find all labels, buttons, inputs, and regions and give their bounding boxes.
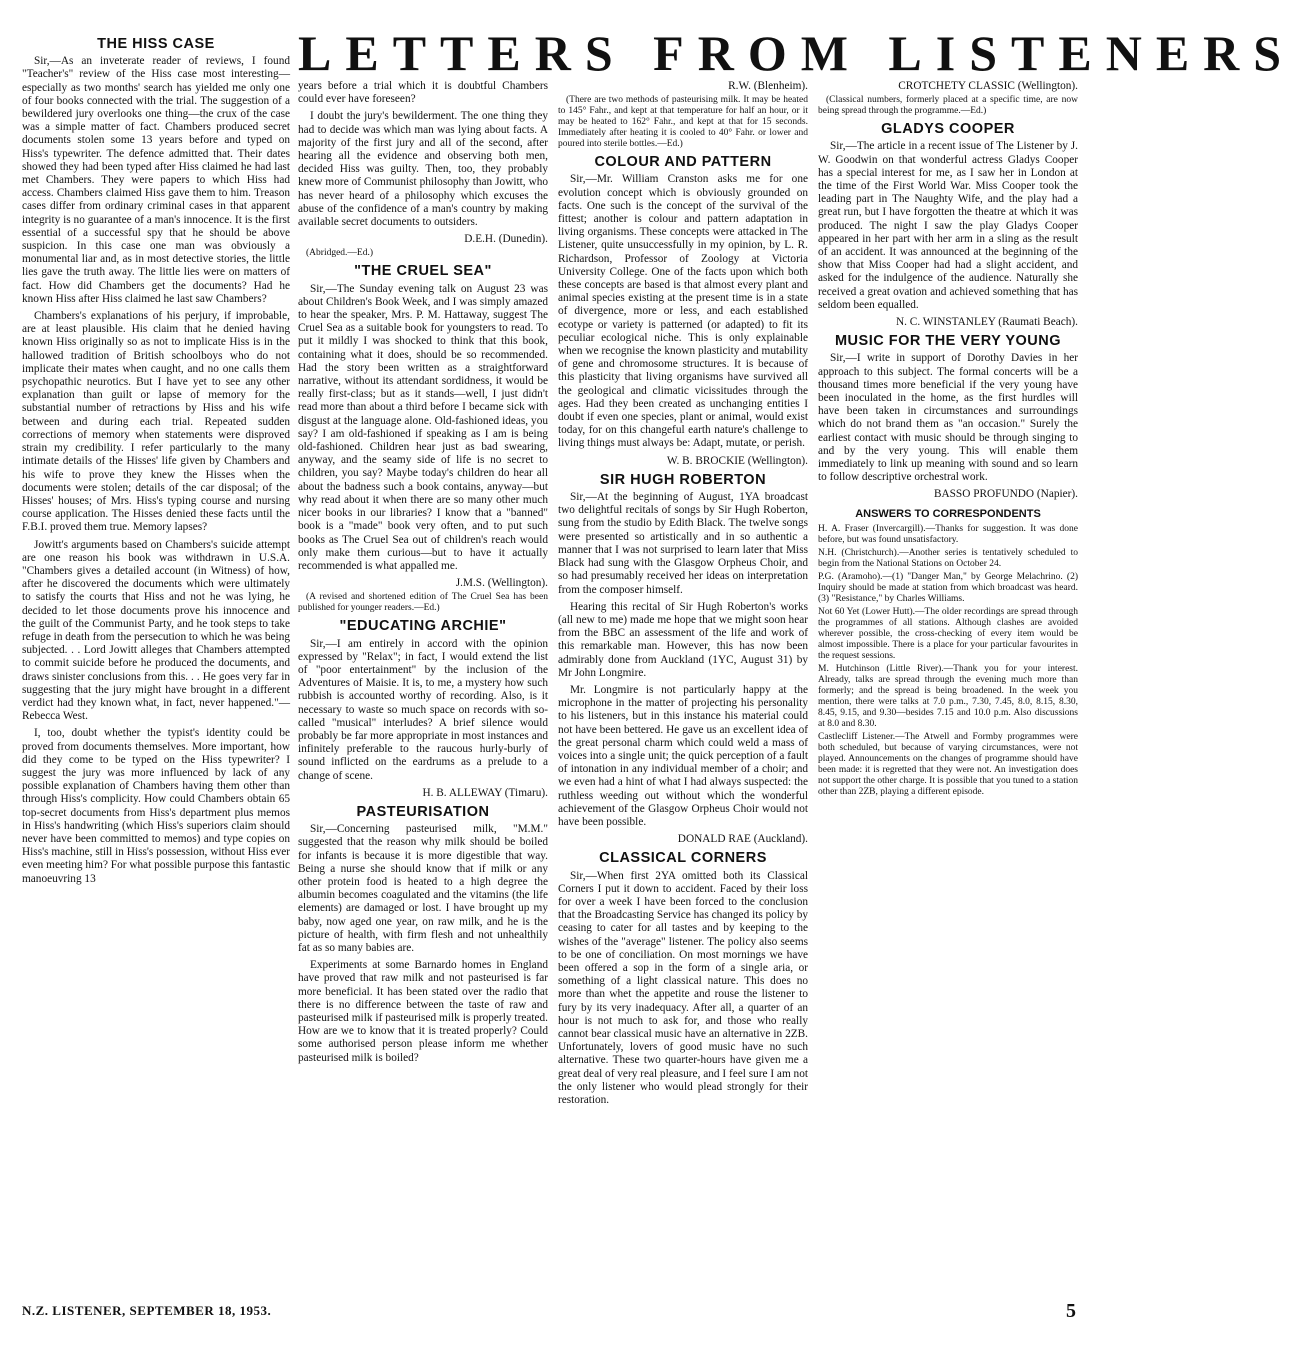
answer-item: P.G. (Aramoho).—(1) "Danger Man," by George Melachrino. (2) Inquiry should be made at station from which broadcast was heard. (3) "Resistance," by Charles Williams. — [818, 571, 1078, 604]
page-number: 5 — [1066, 1300, 1076, 1322]
answer-item: N.H. (Christchurch).—Another series is tentatively scheduled to begin from the National Stations on October 24. — [818, 547, 1078, 569]
answer-item: H. A. Fraser (Invercargill).—Thanks for suggestion. It was done before, but was found unsatisfactory. — [818, 523, 1078, 545]
heading-educating-archie: "EDUCATING ARCHIE" — [339, 618, 507, 635]
hiss-editor-note: (Abridged.—Ed.) — [306, 248, 374, 259]
heading-music-young: MUSIC FOR THE VERY YOUNG — [834, 333, 1062, 350]
past-editor-note: (There are two methods of pasteurising milk. It may be heated to 145° Fahr., and kept at that temperature for half an hour, or it may be heated to 162° Fahr., and kept at that for 15 seconds. Immediately after heating it is cooled to 40° Fahr. or lower and poured into sterile bottles.—Ed.) — [558, 95, 808, 150]
gladys-paragraph: Sir,—The article in a recent issue of The Listener by J. W. Goodwin on that wonderful actress Gladys Cooper has a special interest for me, as I saw her in London at the time of the First World War. Miss Cooper took the leading part in The Naughty Wife, and the play had a great run, but I have forgotten the theatre at which it was produced. The night I saw the play Gladys Cooper appeared in her part with her arm in a sling as the result of an accident. It was announced at the beginning of the show that Miss Cooper had had a slight accident, and asked for the indulgence of the audience. Naturally she received a great ovation and achieved something that has seldom been equalled. — [818, 140, 1078, 311]
hugh-paragraph: Mr. Longmire is not particularly happy at the microphone in the matter of projecting his personality to his listeners, but in this instance his material could not have been bettered. He gave us an excellent idea of the great personal charm which could weld a mass of voices into a single unit; the quick perception of a fault of intonation in any individual member of a choir; and we even had a hint of what I had always suspected: the ruthless weeding out without which the wonderful achievement of the Glasgow Orpheus Choir would not have been possible. — [558, 683, 808, 828]
heading-pasteurisation: PASTEURISATION — [356, 803, 490, 820]
music-signature: BASSO PROFUNDO (Napier). — [933, 488, 1078, 501]
column-2 — [298, 80, 548, 1069]
answer-item: Castlecliff Listener.—The Atwell and Formby programmes were both scheduled, but because of varying circumstances, were not played. Announcements on the changes of programme should have been made: it is regretted that they were not. An investigation does not support the other charge. It is possible that you tuned to a station other than 2ZB, playing a different episode. — [818, 731, 1078, 797]
classical-paragraph: Sir,—When first 2YA omitted both its Classical Corners I put it down to accident. Faced by their loss for over a week I have been forced to the conclusion that the Broadcasting Service has changed its policy by ceasing to cater for all tastes and by keeping to the wishes of the "average" listener. The policy also seems to be one of conciliation. On most mornings we have been offered a sop in the form of a single aria, or something of a light classical nature. This does no more than whet the appetite and rouse the listener to fury by its very inadequacy. After all, a quarter of an hour is not much to ask for, and those who really cannot bear classical music have an alternative in 2ZB. Unfortunately, lovers of good music have no such alternative. These two quarter-hours have given me a great deal of very real pleasure, and I feel sure I am not the only listener who would plead strongly for their restoration. — [558, 869, 808, 1107]
classical-signature: CROTCHETY CLASSIC (Wellington). — [898, 80, 1078, 92]
archie-signature: H. B. ALLEWAY (Timaru). — [422, 786, 548, 799]
hugh-paragraph: Sir,—At the beginning of August, 1YA broadcast two delightful recitals of songs by Sir Hugh Roberton, sung from the studio by Edith Black. The twelve songs were presented so artistically and in so authentic a manner that I was not surprised to learn later that Miss Black had sung with the Glasgow Orpheus Choir, and so had presumably received her ideas on interpretation from the composer himself. — [558, 491, 808, 596]
archie-paragraph: Sir,—I am entirely in accord with the opinion expressed by "Relax"; in fact, I would extend the list of "poor entertainment" by the inclusion of the Adventures of Maisie. It is, to me, a mystery how such rubbish is accounted worthy of recording. Also, is it necessary to waste so much space on records with so-called "musical" interludes? A brief silence would probably be far more appropriate in most instances and infinitely preferable to the raucous hurly-burly of sound inflicted on the eardrums as a prelude to a change of scene. — [298, 637, 548, 782]
hiss-paragraph: Sir,—As an inveterate reader of reviews, I found "Teacher's" review of the Hiss case most interesting—especially as two months' search has yielded me only one of four books connected with the trial. The suggestion of a bewildered jury overlooks one thing—the crux of the case was a simple matter of fact. Chambers produced secret documents stolen some 13 years before and typed on Hiss's typewriter. The defence admitted that. Their dates showed they had been typed after Hiss claimed he had last met Chambers. They were papers to which Hiss had access. Chambers claimed Hiss gave them to him. Treason cases differ from ordinary criminal cases in that apparent integrity is no guarantee of a man's innocence. It is the first essential of a successful spy that he should be above suspicion. In this case one man was obviously a monumental liar and, as in most detective stories, the little lies gave the truth away. The little lies were on matters of fact. How did Chambers get the documents? Had he known Hiss after Hiss claimed he last saw Chambers? — [22, 55, 290, 305]
footer-dateline: N.Z. LISTENER, SEPTEMBER 18, 1953. — [22, 1303, 272, 1318]
heading-answers: ANSWERS TO CORRESPONDENTS — [855, 507, 1041, 520]
column-4 — [818, 80, 1078, 800]
heading-cruel-sea: "THE CRUEL SEA" — [354, 263, 492, 280]
hiss-paragraph: years before a trial which it is doubtful Chambers could ever have foreseen? — [298, 80, 548, 106]
heading-colour-pattern: COLOUR AND PATTERN — [594, 154, 772, 171]
cruel-paragraph: Sir,—The Sunday evening talk on August 23 was about Children's Book Week, and I was simply amazed to hear the speaker, Mrs. P. M. Hattaway, suggest The Cruel Sea as a suitable book for youngsters to read. To put it mildly I was shocked to think that this book, containing what it does, should be so recommended. Had the story been written as a straightforward narrative, without its attendant sordidness, it would be really first-class; but as it stands—well, I just didn't read more than about a third before I became sick with disgust at the language alone. Old-fashioned ideas, you say? I am old-fashioned if speaking as I am is being old-fashioned. Children hear just as bad swearing, anyway, and the seamy side of life is no secret to children, you say? Maybe today's children do hear all about the badness such a book contains, anyway—but why read about it when there are so many other much nicer books in our libraries? I know that a "banned" book is a "made" book very often, and to put such books as The Cruel Sea out of children's reach would only make them curious—but to have it actually recommended is what appalled me. — [298, 282, 548, 572]
cruel-signature: J.M.S. (Wellington). — [455, 577, 548, 590]
past-paragraph: Sir,—Concerning pasteurised milk, "M.M." suggested that the reason why milk should be boiled for infants is because it is more digestible that way. Being a nurse she should know that if milk or any other protein food is heated to a high degree the albumin becomes coagulated and the vitamins (the life elements) are damaged or lost. I have brought up my baby, now aged one year, on raw milk, and he is the picture of health, with firm flesh and not unhealthily fat as so many babies are. — [298, 823, 548, 954]
music-paragraph: Sir,—I write in support of Dorothy Davies in her approach to this subject. The formal concerts will be a thousand times more beneficial if the very young have been inoculated in the home, as the first hurdles will have been taken in circumstances and surroundings which do not brand them as "an occasion." Surely the earliest contact with music should be through singing to and by the very young. This will enable them immediately to link up meaning with sound and so learn to follow descriptive orchestral work. — [818, 352, 1078, 484]
classical-editor-note: (Classical numbers, formerly placed at a specific time, are now being spread through the programme.—Ed.) — [818, 95, 1078, 117]
heading-gladys-cooper: GLADYS COOPER — [881, 121, 1015, 138]
past-signature: R.W. (Blenheim). — [728, 80, 808, 92]
hugh-paragraph: Hearing this recital of Sir Hugh Roberton's works (all new to me) made me hope that we might soon hear from the BBC an assessment of the life and work of this remarkable man. However, this has now been admirably done from Auckland (1YC, August 31) by Mr John Longmire. — [558, 600, 808, 679]
past-paragraph: Experiments at some Barnardo homes in England have proved that raw milk and not pasteurised is far more beneficial. It has been stated over the radio that there is no difference between the taste of raw and pasteurised milk if pasteurised milk is properly treated. How are we to know that it is treated properly? Could some authorised person please inform me whether pasteurised milk is boiled? — [298, 959, 548, 1064]
heading-classical-corners: CLASSICAL CORNERS — [599, 850, 767, 867]
heading-hugh-roberton: SIR HUGH ROBERTON — [599, 471, 767, 488]
masthead-title: LETTERS FROM LISTENERS — [298, 25, 1295, 81]
cruel-editor-note: (A revised and shortened edition of The Cruel Sea has been published for younger readers.—Ed.) — [298, 592, 548, 614]
heading-hiss-case: THE HISS CASE — [97, 36, 215, 52]
hiss-signature: D.E.H. (Dunedin). — [464, 233, 548, 246]
hiss-paragraph: Jowitt's arguments based on Chambers's suicide attempt are one reason his book was withdrawn in U.S.A. "Chambers gives a detailed account (in Witness) of how, after he discovered the documents which were ultimately to satisfy the courts that Hiss and not he was lying, he decided to let those documents prove his innocence and the guilt of the Communist Party, and he took steps to take refuge in death from the persecution to which he was being subjected. . . Lord Jowitt alleges that Chambers attempted to commit suicide before he produced the documents, and draws sinister conclusions from this. . . He goes very far in suggesting that the jury might have brought in a different verdict had they known what, in fact, never happened."—Rebecca West. — [22, 538, 290, 723]
hugh-signature: DONALD RAE (Auckland). — [677, 833, 808, 846]
hiss-paragraph: I, too, doubt whether the typist's identity could be proved from documents themselves. More important, how did they come to be typed on the Hiss typewriter? I suggest the jury was more influenced by lack of any possible explanation of Chambers having them other than through Hiss's complicity. How could Chambers obtain 65 top-secret documents from Hiss's department plus memos in Hiss's handwriting (which Hiss's superiors claim should never have been committed to memos) and type copies on Hiss's machine, still in Hiss's possession, without Hiss ever even meeting him? For what possible purpose this fantastic manoeuvring 13 — [22, 727, 290, 885]
column-3 — [558, 80, 808, 1111]
answer-item: Not 60 Yet (Lower Hutt).—The older recordings are spread through the programmes of all stations. Although clashes are avoided wherever possible, the cross-checking of every item would be almost impossible. There is a place for your particular favourites in the request sessions. — [818, 606, 1078, 661]
answer-item: M. Hutchinson (Little River).—Thank you for your interest. Already, talks are spread through the evening much more than formerly; and the spread is being broadened. In the week you mention, there were talks at 7.0 p.m., 7.30, 7.45, 8.0, 8.15, 8.30, 8.45, 9.15, and 9.30—besides 7.15 and 10.0 p.m. Also discussions at 8.0 and 8.30. — [818, 663, 1078, 729]
hiss-paragraph: I doubt the jury's bewilderment. The one thing they had to decide was which man was lying about facts. A majority of the first jury and all of the second, after hearing all the evidence and observing both men, decided Hiss was guilty. Then, too, they probably knew more of Communist philosophy than Jowitt, who has never heard of a philosophy which excuses the abuse of the confidence of a man's country by making available secret documents to outsiders. — [298, 110, 548, 229]
column-1 — [22, 32, 290, 890]
colour-paragraph: Sir,—Mr. William Cranston asks me for one evolution concept which is obviously grounded on facts. One such is the concept of the survival of the fittest; another is colour and pattern adaptation in living organisms. These concepts were attacked in The Listener, quite unsuccessfully in my opinion, by L. R. Richardson, Professor of Zoology at Victoria University College. One of the facts upon which both these concepts are based is that almost every plant and animal species existing at the present time is in a state of divergence, more or less, and each established ecotype or variety is patterned (or adapted) to fit its peculiar ecological niche. This is only explainable when we recognise the known plasticity and mutability of gene and chromosome structures. It is because of this plasticity that living organisms have survived all the geological and climatic vicissitudes through the ages. Had they been created as unchanging entities I doubt if even one species, plant or animal, would exist today, for on this changeful earth nature's challenge to living things must always be: Adapt, mutate, or perish. — [558, 173, 808, 450]
hiss-paragraph: Chambers's explanations of his perjury, if improbable, are at least plausible. His claim that he denied having known Hiss originally so as not to implicate Hiss is in the hallowed tradition of British schoolboys who do not implicate their mates when caught, and no one calls them psychopathic neurotics. But I have yet to see any other explanation than guilt or lapse of memory for the substantial number of retractions by Hiss and his wife between and during each trial. Repeated sudden corrections of memory when statements were disproved strain my credibility. I refer particularly to the many intimate details of the Hisses' life given by Chambers and his wife to prove they knew the Hisses when the documents were stolen; details of the car disposal; of the Hisses' houses; of Mrs. Hiss's typing course and nursing course application. The Hisses denied these facts until the F.B.I. proved them true. Memory lapses? — [22, 310, 290, 534]
gladys-signature: N. C. WINSTANLEY (Raumati Beach). — [895, 316, 1078, 329]
colour-signature: W. B. BROCKIE (Wellington). — [666, 454, 808, 467]
